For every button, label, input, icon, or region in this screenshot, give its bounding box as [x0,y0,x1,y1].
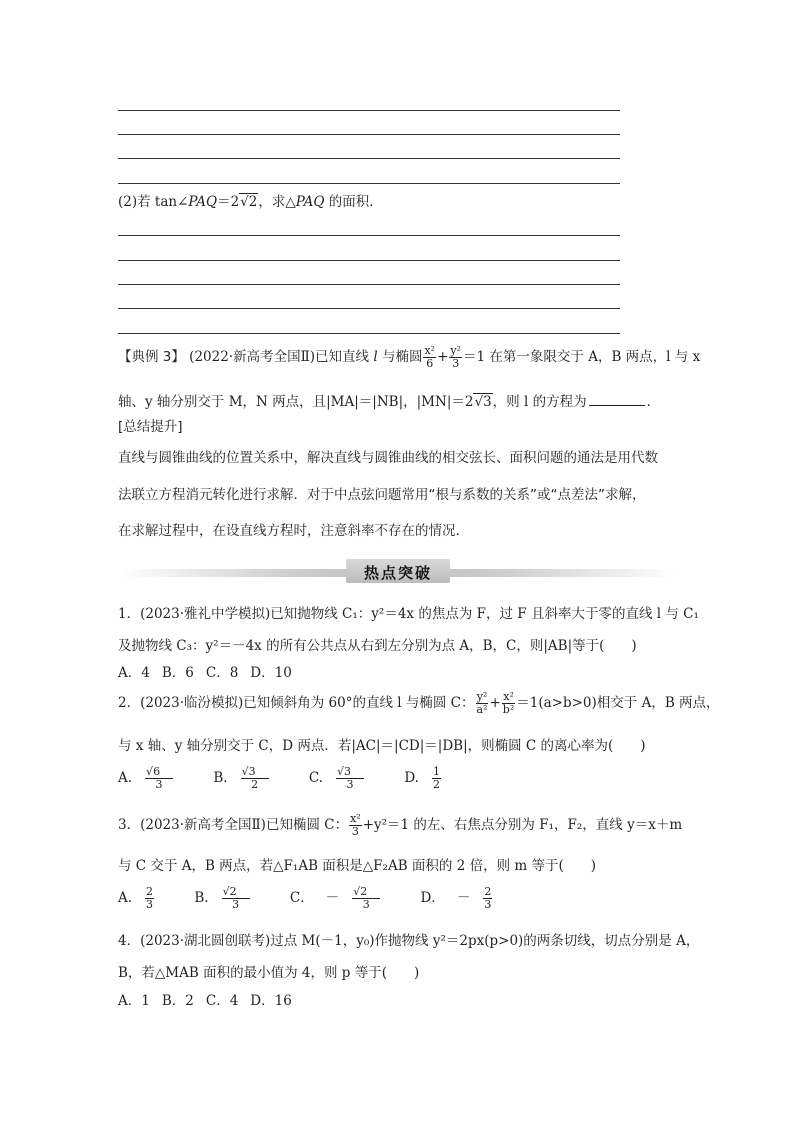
q1-options [118,664,304,682]
answer-line [118,260,620,261]
summary-line: 法联立方程消元转化进行求解．对于中点弦问题常用“根与系数的关系”或“点差法”求解， [118,487,646,503]
answer-line [118,284,620,285]
answer-line [118,333,620,334]
answer-line [118,158,620,159]
part2-question: (2)若 tan∠PAQ＝2√2，求△PAQ 的面积． [118,194,383,210]
q1-line2: 及抛物线 C₃：y²＝－4x 的所有公共点从右到左分别为点 A，B，C，则|AB|等于( ) [118,638,637,654]
answer-line [118,134,620,135]
fraction: $\frac{\text{x²}}{3}$ [350,812,361,838]
summary-line: 在求解过程中，在设直线方程时，注意斜率不存在的情况． [118,523,469,539]
option-d[interactable]: D. $\frac{1}{2}$ [404,765,440,791]
option-a[interactable]: A. $\frac{√6}{3}$ [118,770,197,786]
option-b[interactable]: B. $\frac{√2}{3}$ [194,890,273,906]
fraction: $\frac{\text{y²}}{\text{a²}}$ [476,690,488,716]
option[interactable]: A．1 [118,993,150,1009]
example3-line2: 轴、y 轴分别交于 M，N 两点，且|MA|＝|NB|，|MN|＝2√3，则 l 的方程为 ． [118,394,661,410]
answer-line [118,308,620,309]
example3-tag: 【典例 3】 [118,349,185,365]
fraction: $\frac{\text{x²}}{6}$ [424,344,436,370]
q1-line1: 1．(2023·雅礼中学模拟)已知抛物线 C₁：y²＝4x 的焦点为 F，过 F 且斜率大于零的直线 l 与 C₁ [118,606,699,622]
summary-heading: [总结提升] [118,419,183,435]
q4-line2: B，若△MAB 面积的最小值为 4，则 p 等于( ) [118,965,420,981]
answer-blank[interactable] [589,392,645,406]
fraction: $\frac{\text{x²}}{\text{b²}}$ [502,690,515,716]
option[interactable]: B．6 [161,665,194,681]
option[interactable]: C．4 [205,993,239,1009]
q4-options [118,992,304,1010]
option-b[interactable]: B. $\frac{√3}{2}$ [213,770,292,786]
summary-line: 直线与圆锥曲线的位置关系中，解决直线与圆锥曲线的相交弦长、面积问题的通法是用代数 [118,450,658,466]
q2-line2: 与 x 轴、y 轴分别交于 C，D 两点．若|AC|＝|CD|＝|DB|，则椭圆 C 的离心率为( ) [118,738,646,754]
answer-line [118,110,620,111]
option[interactable]: B．2 [161,993,194,1009]
section-banner [118,559,678,585]
q3-line1: 3．(2023·新高考全国Ⅱ)已知椭圆 C： $\frac{\text{x²}}{3}$ +y²＝1 的左、右焦点分别为 F₁，F₂，直线 y＝x＋m [118,812,683,838]
q3-line2: 与 C 交于 A，B 两点，若△F₁AB 面积是△F₂AB 面积的 2 倍，则 m 等于( ) [118,858,596,874]
option[interactable]: C．8 [205,665,239,681]
option-c[interactable]: C. $\frac{√3}{3}$ [309,770,388,786]
option[interactable]: D．16 [250,993,292,1009]
q3-options [118,884,528,912]
option-c[interactable]: C． － $\frac{√2}{3}$ [290,890,404,906]
answer-line [118,235,620,236]
option-d[interactable]: D． － $\frac{2}{3}$ [420,885,492,911]
option[interactable]: A．4 [118,665,150,681]
q2-options [118,764,477,792]
q4-line1: 4．(2023·湖北圆创联考)过点 M(－1，y₀)作抛物线 y²＝2px(p>0)的两条切线，切点分别是 A， [118,933,700,949]
option-a[interactable]: A. $\frac{2}{3}$ [118,885,154,911]
option[interactable]: D．10 [250,665,292,681]
answer-line [118,183,620,184]
fraction: $\frac{\text{y²}}{3}$ [450,344,462,370]
q2-line1: 2．(2023·临汾模拟)已知倾斜角为 60°的直线 l 与椭圆 C： $\frac{\text{y²}}{\text{a²}}$ + $\frac{\text{x²}}{\text{b²}}$ ＝1(a>b>0)相交于 A，B 两点， [118,690,720,716]
banner-title: 热点突破 [363,564,432,582]
example3-line1: 【典例 3】 (2022·新高考全国Ⅱ)已知直线 l 与椭圆 $\frac{\text{x²}}{6}$ + $\frac{\text{y²}}{3}$ ＝1 在第一象限交于 A，B 两点，l 与 x [118,344,701,370]
